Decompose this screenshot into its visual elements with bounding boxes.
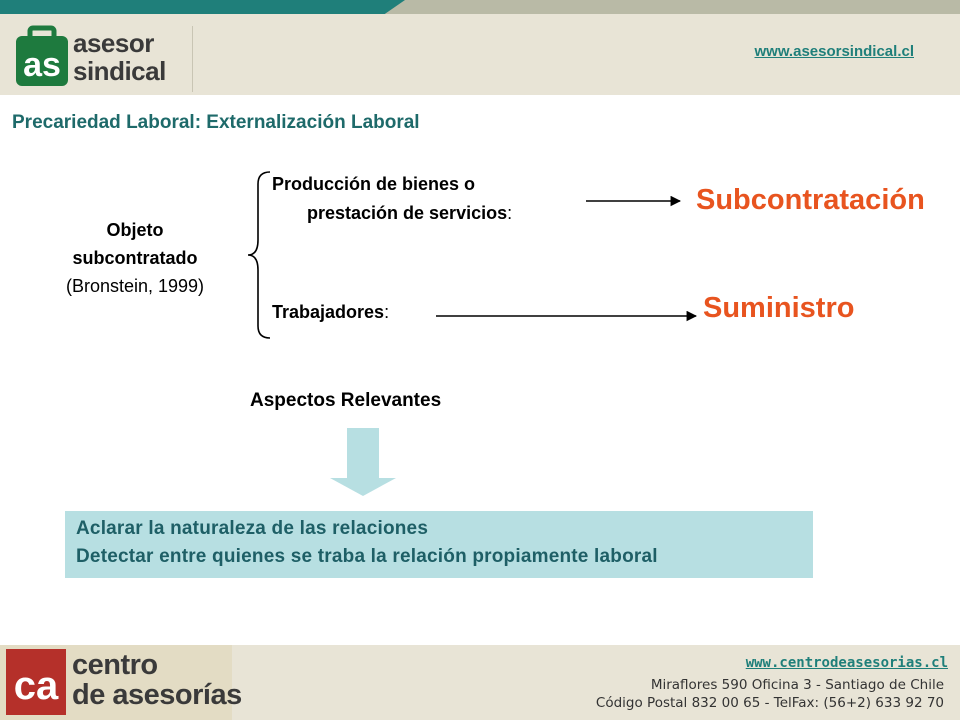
- callout-line1: Aclarar la naturaleza de las relaciones: [76, 518, 429, 539]
- objeto-citation: (Bronstein, 1999): [65, 276, 205, 296]
- branch-produccion-text: prestación de servicios: [307, 203, 508, 223]
- footer-logo-word-asesorias: de asesorías: [72, 679, 242, 711]
- svg-text:ca: ca: [13, 664, 59, 708]
- logo-word-sindical: sindical: [73, 56, 166, 86]
- footer-logo-word-centro: centro: [72, 649, 158, 681]
- branch-trabajadores-text: Trabajadores: [272, 302, 385, 322]
- branch-trabajadores: [272, 302, 389, 323]
- aspectos-heading: Aspectos Relevantes: [250, 390, 442, 411]
- site-link[interactable]: www.asesorsindical.cl: [754, 43, 914, 60]
- svg-text:as: as: [23, 46, 61, 84]
- page-title: Precariedad Laboral: Externalización Laboral: [12, 112, 420, 133]
- branch-trabajadores-colon: :: [384, 302, 390, 322]
- callout-line2: Detectar entre quienes se traba la relación propiamente laboral: [76, 546, 658, 567]
- branch-produccion-line1: Producción de bienes o: [272, 174, 476, 194]
- top-accent-teal: [0, 0, 405, 14]
- objeto-line1: Objeto: [106, 220, 164, 240]
- footer-link[interactable]: www.centrodeasesorias.cl: [745, 655, 948, 671]
- footer-address-line2: Código Postal 832 00 65 - TelFax: (56+2) 633 92 70: [595, 695, 944, 711]
- objeto-label: [30, 216, 240, 300]
- footer-address-line1: Miraflores 590 Oficina 3 - Santiago de Chile: [650, 677, 944, 693]
- header-divider: [192, 26, 193, 92]
- down-arrow-icon: [330, 428, 396, 496]
- result-subcontratacion: Subcontratación: [696, 184, 925, 216]
- branch-produccion-line2: [307, 203, 512, 224]
- logo-word-asesor: asesor: [73, 28, 154, 58]
- branch-produccion-colon: :: [507, 203, 513, 223]
- result-suministro: Suministro: [703, 292, 855, 324]
- objeto-line2: subcontratado: [72, 248, 198, 268]
- centro-de-asesorias-logo: [6, 649, 66, 715]
